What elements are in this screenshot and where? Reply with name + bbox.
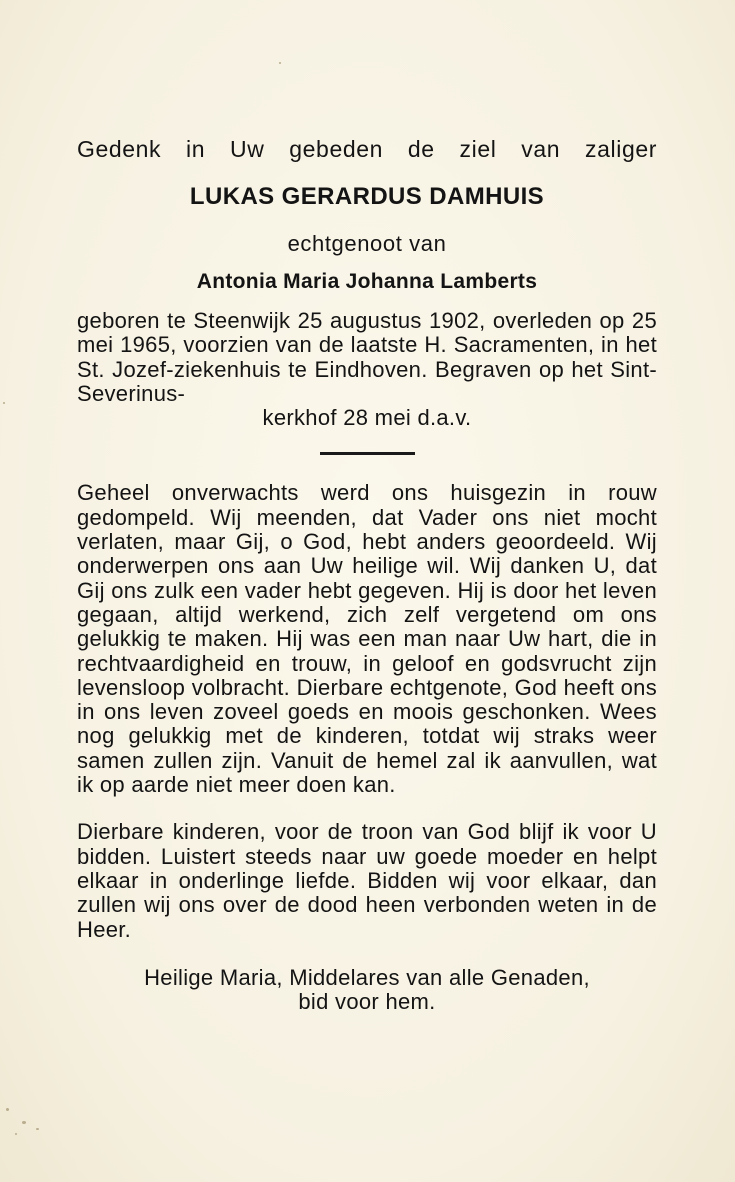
paper-speck bbox=[22, 1121, 26, 1124]
closing-prayer bbox=[77, 966, 657, 1015]
spouse-label: echtgenoot van bbox=[287, 231, 447, 256]
card-text bbox=[77, 130, 657, 1014]
closing-prayer-line-1: Heilige Maria, Middelares van alle Genaden, bbox=[144, 964, 590, 990]
section-divider bbox=[320, 452, 415, 455]
birth-death-text: geboren te Steenwijk 25 augustus 1902, overleden op 25 mei 1965, voorzien van de laatste H. Sacramenten, in het St. Jozef-ziekenhuis te Eindhoven. Begraven op het Sint-Severinus- bbox=[77, 308, 657, 406]
deceased-name: LUKAS GERARDUS DAMHUIS bbox=[189, 183, 545, 210]
burial-date-line: kerkhof 28 mei d.a.v. bbox=[262, 405, 472, 431]
children-paragraph: Dierbare kinderen, voor de troon van God blijf ik voor U bidden. Luistert steeds naar uw goede moeder en helpt elkaar in onderlinge liefde. Bidden wij voor elkaar, dan zullen wij ons over de dood heen verbonden weten in de Heer. bbox=[77, 819, 657, 942]
birth-death-details bbox=[77, 309, 657, 430]
paper-speck bbox=[279, 62, 281, 64]
spouse-name: Antonia Maria Johanna Lamberts bbox=[196, 270, 538, 293]
paper-speck bbox=[6, 1108, 9, 1111]
closing-prayer-line-2: bid voor hem. bbox=[298, 989, 436, 1015]
paper-speck bbox=[15, 1133, 17, 1135]
paper-speck bbox=[36, 1128, 39, 1130]
farewell-paragraph: Geheel onverwachts werd ons huisgezin in rouw gedompeld. Wij meenden, dat Vader ons niet mocht verlaten, maar Gij, o God, hebt anders geoordeeld. Wij onderwerpen ons aan Uw heilige wil. Wij danken U, dat Gij ons zulk een vader hebt gegeven. Hij is door het leven gegaan, altijd werkend, zich zelf vergetend om ons gelukkig te maken. Hij was een man naar Uw hart, die in rechtvaardigheid en trouw, in geloof en godsvrucht zijn levensloop volbracht. Dierbare echtgenote, God heeft ons in ons leven zoveel goeds en moois geschonken. Wees nog gelukkig met de kinderen, totdat wij straks weer samen zullen zijn. Vanuit de hemel zal ik aanvullen, wat ik op aarde niet meer doen kan. bbox=[77, 480, 657, 798]
paper-speck bbox=[3, 402, 5, 404]
intro-line: Gedenk in Uw gebeden de ziel van zaliger bbox=[77, 136, 657, 162]
